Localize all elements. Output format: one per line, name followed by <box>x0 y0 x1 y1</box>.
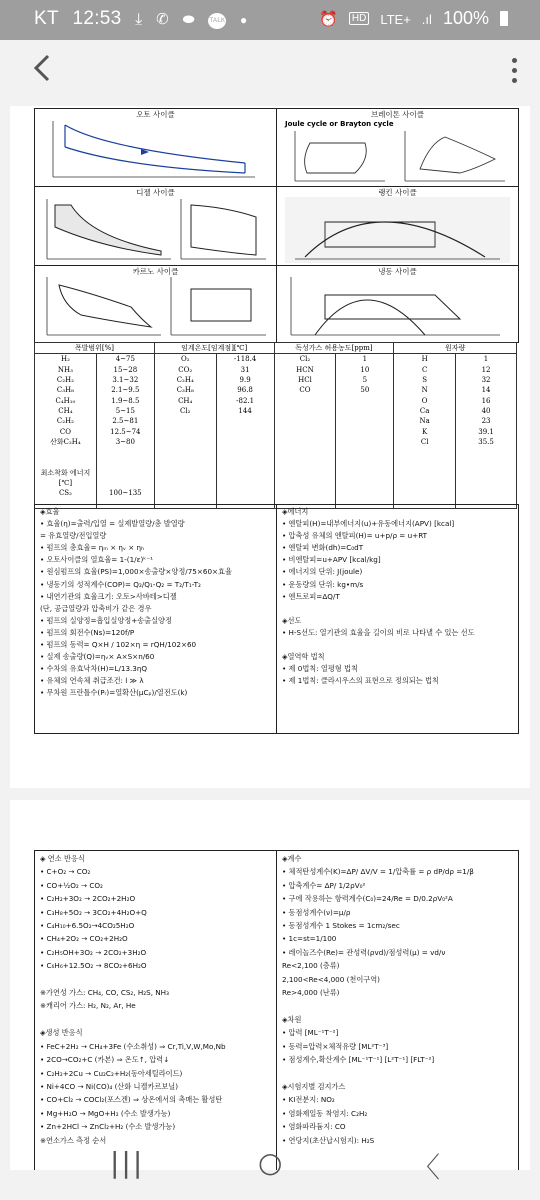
refrigeration-cycle-heading: 냉동 사이클 <box>378 267 417 276</box>
table-cell: 31 <box>216 365 274 375</box>
table-cell <box>336 488 394 498</box>
table-cell: CO <box>35 426 97 436</box>
table-cell <box>274 457 336 467</box>
table-cell <box>456 457 517 467</box>
brayton-cycle-title: Joule cycle or Brayton cycle <box>285 120 394 128</box>
table-cell <box>274 426 336 436</box>
table-cell <box>35 457 97 467</box>
note-line: • 유체의 연속체 취급조건: l ≫ λ <box>40 676 144 686</box>
note-line: • 냉동기의 성적계수(COP)= Q₂/Q₁-Q₂ = T₂/T₁-T₂ <box>40 579 201 589</box>
note-line: • 체적탄성계수(K)=ΔP/ ΔV/V = 1/압축률 = ρ dP/dρ =1/β <box>282 867 474 877</box>
note-line: • 내연기관의 효율크기: 오토>사바테>디젤 <box>40 591 177 601</box>
note-line: • 압축성 유체의 엔탈피(H)= u+p/ρ = u+RT <box>282 531 428 541</box>
lte-signal-icon: LTE+ <box>380 12 411 27</box>
note-line: • CO+Cl₂ → COCl₂(포스겐) ⇒ 상온에서의 촉매는 활성탄 <box>40 1095 223 1105</box>
table-cell <box>336 457 394 467</box>
note-line: ◈차원 <box>282 1014 302 1024</box>
table-cell: 산화C₂H₄ <box>35 437 97 447</box>
pill-icon: ⬬ <box>182 11 195 27</box>
table-cell: 2.5~81 <box>96 416 154 426</box>
note-line: • 동점성계수 1 Stokes = 1cm₂/sec <box>282 921 400 931</box>
battery-icon <box>500 11 508 26</box>
note-line: ◈열역학 법칙 <box>282 652 325 662</box>
table-cell: C₄H₁₀ <box>35 395 97 405</box>
table-cell <box>154 416 216 426</box>
table-cell: Ca <box>394 406 456 416</box>
energy-notes <box>282 506 514 687</box>
note-line: • 압력 [ML⁻¹T⁻²] <box>282 1028 339 1038</box>
note-line: ※연소가스 측정 순서 <box>40 1135 107 1145</box>
note-line: • CH₄+2O₂ → CO₂+2H₂O <box>40 934 128 944</box>
note-line: • 엔트로피=ΔQ/T <box>282 591 340 601</box>
note-line: • C₃H₈+5O₂ → 3CO₂+4H₂O+Q <box>40 907 147 917</box>
note-line: • 펌프의 총효율= ηₘ × ηᵥ × ηₕ <box>40 543 145 553</box>
table-row <box>35 365 517 375</box>
table-row <box>35 457 517 467</box>
table-cell: Cl₂ <box>154 406 216 416</box>
table-cell <box>394 457 456 467</box>
table-cell: CS₂ <box>35 488 97 498</box>
note-line <box>282 639 514 651</box>
table-row <box>35 354 517 365</box>
note-line: ◈시험지별 검지가스 <box>282 1081 346 1091</box>
brayton-cycle-heading: 브레이톤 사이클 <box>370 110 425 119</box>
hd-icon: HD <box>349 12 369 25</box>
table-cell: 4~75 <box>96 354 154 365</box>
note-line: • H-S선도: 열기관의 효율을 길이의 비로 나타낼 수 있는 선도 <box>282 627 475 637</box>
table-cell <box>216 416 274 426</box>
note-line: • 레이놀즈수(Re)= 관성력(ρvd)/점성력(μ) = vd/ν <box>282 947 446 957</box>
note-line: • 에너지의 단위: J(joule) <box>282 567 363 577</box>
table-cell: 5~15 <box>96 406 154 416</box>
table-cell: H <box>394 354 456 365</box>
brayton-cycle-diagram <box>285 129 510 185</box>
table-row <box>35 488 517 498</box>
note-line: • 1c=st=1/100 <box>282 934 337 944</box>
table-cell: 5 <box>336 375 394 385</box>
note-line: • 효율(η)=출력/입열 = 실제발열량/총 발열량 <box>40 519 185 529</box>
table-cell <box>456 468 517 488</box>
table-cell <box>216 457 274 467</box>
table-cell: CH₄ <box>154 395 216 405</box>
table-cell <box>154 488 216 498</box>
app-bar <box>0 40 540 106</box>
combustion-notes <box>40 852 272 1147</box>
download-icon: ⤓ <box>135 11 143 28</box>
table-cell <box>336 426 394 436</box>
note-line <box>40 1013 272 1026</box>
table-cell: 40 <box>456 406 517 416</box>
note-line: • FeC+2H₂ → CH₄+3Fe (수소취성) ⇒ Cr,Ti,V,W,Mo,Nb <box>40 1041 226 1051</box>
table-cell: C₂H₂ <box>35 416 97 426</box>
table-cell: HCl <box>274 375 336 385</box>
table-row <box>35 447 517 457</box>
table-cell: 1 <box>336 354 394 365</box>
table-cell: CO₂ <box>154 365 216 375</box>
table-cell: S <box>394 375 456 385</box>
table-cell: 12.5~74 <box>96 426 154 436</box>
table-cell: 최소착화 에너지[℃] <box>35 468 97 488</box>
table-cell <box>274 416 336 426</box>
table-cell <box>456 447 517 457</box>
notes-box <box>34 504 519 734</box>
table-cell: 9.9 <box>216 375 274 385</box>
table-cell: NH₃ <box>35 365 97 375</box>
table-row <box>35 395 517 405</box>
table-cell <box>456 488 517 498</box>
table-cell: 39.1 <box>456 426 517 436</box>
note-line: • 비엔탈피=u+APV [kcal/kg] <box>282 555 381 565</box>
table-cell: 16 <box>456 395 517 405</box>
explosion-range-header: 폭발범위[%] <box>35 343 155 354</box>
table-cell: -118.4 <box>216 354 274 365</box>
table-cell: 23 <box>456 416 517 426</box>
table-cell <box>154 468 216 488</box>
note-line: Re>4,000 (난류) <box>282 988 340 998</box>
note-line: • 구에 작용하는 항력계수(C₀)=24/Re = D/0.2ρV₀²A <box>282 894 453 904</box>
table-cell: C₂H₄ <box>154 375 216 385</box>
carrier-label: KT <box>34 8 59 29</box>
note-line: • 염화제일동 착염지: C₂H₂ <box>282 1108 368 1118</box>
document-page-1 <box>10 106 530 788</box>
table-row <box>35 406 517 416</box>
table-cell <box>274 488 336 498</box>
note-line <box>40 973 272 986</box>
note-line: • Zn+2HCl → ZnCl₂+H₂ (수소 발생가능) <box>40 1122 176 1132</box>
table-cell <box>336 468 394 488</box>
table-cell <box>96 468 154 488</box>
table-cell <box>336 406 394 416</box>
note-line: • 압축계수= ΔP/ 1/2ρV₀² <box>282 880 366 890</box>
alarm-icon: ⏰ <box>319 11 338 28</box>
table-cell: C <box>394 365 456 375</box>
note-line: ◈효율 <box>40 507 60 516</box>
note-line: • 염화파라듐지: CO <box>282 1122 346 1132</box>
table-cell: C₂H₂ <box>35 375 97 385</box>
carnot-cycle-heading: 카르노 사이클 <box>132 267 179 276</box>
table-cell <box>216 437 274 447</box>
table-cell: K <box>394 426 456 436</box>
note-line: • C₂H₂+3O₂ → 2CO₂+2H₂O <box>40 894 136 904</box>
table-cell <box>394 447 456 457</box>
note-line: • 동점성계수(ν)=μ/ρ <box>282 907 351 917</box>
table-cell: C₃H₈ <box>35 385 97 395</box>
note-line: • KI전분지: NO₂ <box>282 1095 335 1105</box>
navigation-bar <box>0 1146 540 1200</box>
table-cell <box>216 468 274 488</box>
note-line: • C₂H₂+2Cu → Cu₂C₂+H₂(동아세틸라이드) <box>40 1068 183 1078</box>
note-line <box>282 999 514 1012</box>
note-line: • Mg+H₂O → MgO+H₂ (수소 발생가능) <box>40 1108 171 1118</box>
signal-icon: .ıl <box>421 12 432 27</box>
note-line: • 엔탈피(H)=내부에너지(u)+유동에너지(APV) [kcal] <box>282 519 455 529</box>
note-line: • 원심펌프의 효율(PS)=1,000×송출량×양정/75×60×효율 <box>40 567 232 577</box>
nav-back-button[interactable]: 〈 <box>412 1151 441 1184</box>
note-line: • 2CO→CO₂+C (카본) ⇒ 온도↑, 압력↓ <box>40 1055 170 1065</box>
clock: 12:53 <box>72 8 122 29</box>
note-line: ※캐리어 가스: H₂, N₂, Ar, He <box>40 1001 136 1011</box>
note-line: • Ni+4CO → Ni(CO)₄ (산화 니켈카르보닐) <box>40 1081 179 1091</box>
battery-level: 100% <box>442 8 489 28</box>
note-line: • 점성계수,확산계수 [ML⁻¹T⁻¹] [L²T⁻¹] [FLT⁻²] <box>282 1055 435 1065</box>
note-line: • 동력=압력×체적유량 [ML²T⁻³] <box>282 1041 389 1051</box>
table-cell: HCN <box>274 365 336 375</box>
document-page-2 <box>10 800 530 1170</box>
table-cell: 32 <box>456 375 517 385</box>
table-cell <box>336 395 394 405</box>
dot-icon: ● <box>240 13 248 27</box>
note-line <box>282 1067 514 1080</box>
table-cell <box>216 447 274 457</box>
table-cell <box>274 447 336 457</box>
note-line: ◈에너지 <box>282 507 309 516</box>
note-line: • 연당지(초산납시험지): H₂S <box>282 1135 375 1145</box>
more-options-icon[interactable] <box>502 54 526 94</box>
table-cell <box>35 447 97 457</box>
note-line: (단, 공급열량과 압축비가 같은 경우 <box>40 603 152 613</box>
table-cell <box>96 447 154 457</box>
table-cell <box>154 447 216 457</box>
otto-cycle-heading: 오토 사이클 <box>136 110 175 119</box>
note-line: ◈계수 <box>282 854 302 863</box>
critical-temp-header: 임계온도[임계점][℃] <box>154 343 274 354</box>
table-row <box>35 437 517 447</box>
table-cell: CO <box>274 385 336 395</box>
table-cell: -82.1 <box>216 395 274 405</box>
note-line: • 수차의 유효낙차(H)=L/13.3ηQ <box>40 664 148 674</box>
table-cell: 96.8 <box>216 385 274 395</box>
note-line: • 운동량의 단위: kg•m/s <box>282 579 364 589</box>
table-row <box>35 416 517 426</box>
cycle-diagram-grid <box>34 108 519 343</box>
note-line: • 펌프의 실양정=흡입실양정+송출실양정 <box>40 615 172 625</box>
otto-cycle-diagram <box>45 119 265 183</box>
note-line: = 유효열량/전입열량 <box>40 531 107 541</box>
table-cell <box>394 488 456 498</box>
atomic-weight-header: 원자량 <box>394 343 517 354</box>
gas-property-table <box>34 342 517 509</box>
table-cell: 50 <box>336 385 394 395</box>
table-cell: 100~135 <box>96 488 154 498</box>
note-line: • 제 1법칙: 클라시우스의 표현으로 정의되는 법칙 <box>282 676 439 686</box>
table-cell <box>154 457 216 467</box>
table-cell: 10 <box>336 365 394 375</box>
efficiency-notes <box>40 506 272 700</box>
note-line: • C+O₂ → CO₂ <box>40 867 91 877</box>
note-line: • 실제 송출량(Q)=ηᵥ× A×S×n/60 <box>40 652 155 662</box>
note-line: • CO+½O₂ → CO₂ <box>40 880 103 890</box>
table-cell: C₃H₈ <box>154 385 216 395</box>
status-bar <box>0 0 540 40</box>
table-cell: Na <box>394 416 456 426</box>
table-cell <box>274 468 336 488</box>
table-cell: 3~80 <box>96 437 154 447</box>
table-row <box>35 375 517 385</box>
rankine-cycle-heading: 랭킨 사이클 <box>378 188 417 197</box>
note-line: • 무차원 프란틀수(Pᵣ)=열확산(μCₚ)/열전도(k) <box>40 688 188 698</box>
table-cell <box>336 437 394 447</box>
table-cell: 1.9~8.5 <box>96 395 154 405</box>
note-line: • C₆H₆+12.5O₂ → 8CO₂+6H₂O <box>40 961 147 971</box>
table-cell: H₂ <box>35 354 97 365</box>
coefficient-notes <box>282 852 514 1147</box>
table-cell: 144 <box>216 406 274 416</box>
table-cell: 14 <box>456 385 517 395</box>
table-cell: N <box>394 385 456 395</box>
rankine-cycle-diagram <box>285 197 510 263</box>
note-line: • 엔탈피 변화(dh)=C₀dT <box>282 543 364 553</box>
table-cell: CH₄ <box>35 406 97 416</box>
note-line: • C₄H₁₀+6.5O₂→4CO₂5H₂O <box>40 921 135 931</box>
recent-apps-button[interactable]: ||| <box>110 1146 145 1179</box>
note-line: ※가연성 가스: CH₄, CO, CS₂, H₂S, NH₃ <box>40 988 169 998</box>
table-cell: 3.1~32 <box>96 375 154 385</box>
table-cell <box>274 406 336 416</box>
table-cell <box>394 468 456 488</box>
table-cell: Cl₂ <box>274 354 336 365</box>
note-line: • 오토사이클의 열효율= 1-(1/ε)ᵏ⁻¹ <box>40 555 153 565</box>
note-line: • 펌프의 회전수(Ns)=120f/P <box>40 627 135 637</box>
table-row <box>35 468 517 488</box>
notes-box-2 <box>34 850 519 1170</box>
note-line: ◈ 연소 반응식 <box>40 854 85 863</box>
table-cell <box>154 426 216 436</box>
table-cell: O <box>394 395 456 405</box>
note-line: 2,100<Re<4,000 (천이구역) <box>282 974 380 984</box>
note-line: • 펌프의 동력= Q×H / 102×η = rQH/102×60 <box>40 640 197 650</box>
table-cell <box>96 457 154 467</box>
diesel-cycle-diagram <box>41 197 271 263</box>
table-cell: 2.1~9.5 <box>96 385 154 395</box>
table-row <box>35 385 517 395</box>
table-cell <box>216 488 274 498</box>
diesel-cycle-heading: 디젤 사이클 <box>136 188 175 197</box>
toxic-limit-header: 독성가스 허용농도[ppm] <box>274 343 394 354</box>
table-cell: O₂ <box>154 354 216 365</box>
table-cell: Cl <box>394 437 456 447</box>
note-line <box>282 603 514 615</box>
refrigeration-cycle-diagram <box>285 275 510 339</box>
table-cell <box>216 426 274 436</box>
table-cell: 1 <box>456 354 517 365</box>
home-button[interactable]: ○ <box>258 1146 283 1179</box>
back-arrow-icon[interactable] <box>22 50 62 94</box>
call-icon: ✆ <box>156 11 169 28</box>
table-cell <box>274 437 336 447</box>
table-row <box>35 426 517 436</box>
note-line: • C₂H₅OH+3O₂ → 2CO₂+3H₂O <box>40 947 147 957</box>
note-line: Re<2,100 (층류) <box>282 961 340 971</box>
table-cell: 15~28 <box>96 365 154 375</box>
talk-icon: TALK <box>208 13 226 29</box>
table-cell <box>336 416 394 426</box>
table-cell <box>154 437 216 447</box>
carnot-cycle-diagram <box>41 275 271 339</box>
note-line: ◈선도 <box>282 615 302 625</box>
table-cell: 35.5 <box>456 437 517 447</box>
table-cell <box>336 447 394 457</box>
table-cell: 12 <box>456 365 517 375</box>
table-cell <box>274 395 336 405</box>
note-line: • 제 0법칙: 열평형 법칙 <box>282 664 358 674</box>
note-line: ◈생성 반응식 <box>40 1028 83 1038</box>
